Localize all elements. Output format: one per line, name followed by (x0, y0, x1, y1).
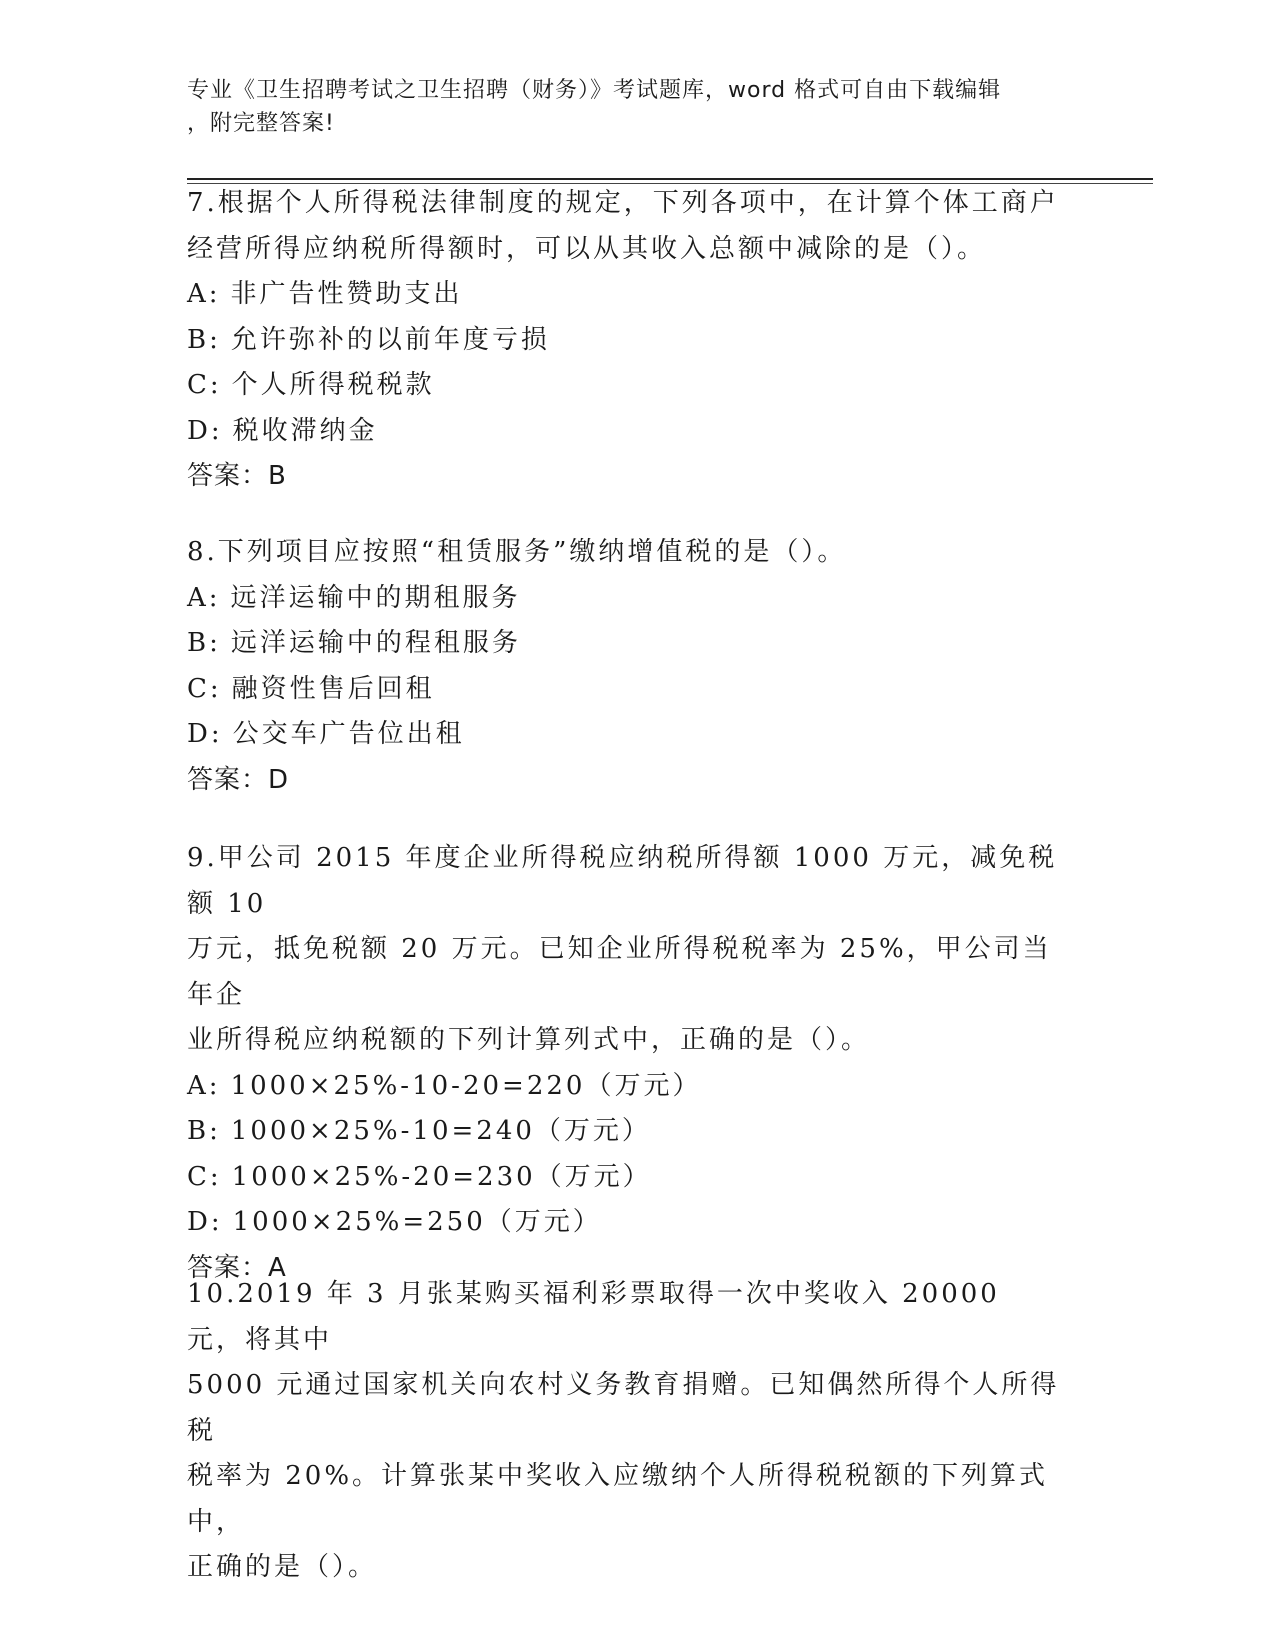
option-text: 税收滞纳金 (232, 415, 378, 446)
option-text: 允许弥补的以前年度亏损 (230, 324, 550, 355)
option-text: 公交车广告位出租 (232, 719, 465, 749)
option-text: 远洋运输中的期租服务 (230, 582, 521, 613)
option-c (187, 363, 1067, 409)
question-9 (187, 836, 1067, 1291)
option-text: 1000×25%-10-20=220（万元） (230, 1070, 702, 1101)
question-stem-line: 8.下列项目应按照“租赁服务”缴纳增值税的是（）。 (187, 537, 847, 567)
option-b (187, 621, 1067, 667)
option-key: A: (187, 1070, 221, 1101)
question-8 (187, 530, 1067, 803)
option-key: C: (187, 1161, 222, 1192)
question-stem-line: 正确的是（）。 (187, 1552, 378, 1582)
option-key: D: (187, 1207, 223, 1237)
question-stem-line: 9.甲公司 2015 年度企业所得税应纳税所得额 1000 万元，减免税额 10 (187, 843, 1058, 919)
option-key: B: (187, 628, 221, 658)
option-text: 融资性售后回租 (231, 673, 435, 704)
option-b (187, 1109, 1067, 1155)
question-stem-line: 10.2019 年 3 月张某购买福利彩票取得一次中奖收入 20000 元，将其中 (187, 1279, 1000, 1355)
option-b (187, 318, 1067, 364)
option-c (187, 1155, 1067, 1201)
document-header (187, 74, 1067, 140)
option-key: A: (187, 279, 221, 309)
option-text: 个人所得税税款 (231, 370, 435, 400)
option-key: C: (187, 370, 222, 400)
header-line: 专业《卫生招聘考试之卫生招聘（财务）》考试题库，word 格式可自由下载编辑 (187, 78, 1002, 103)
option-text: 1000×25%-20=230（万元） (231, 1161, 652, 1192)
question-stem-line: 万元，抵免税额 20 万元。已知企业所得税税率为 25%，甲公司当年企 (187, 934, 1052, 1010)
option-key: D: (187, 415, 223, 446)
question-stem-line: 7.根据个人所得税法律制度的规定，下列各项中，在计算个体工商户 (187, 188, 1059, 218)
option-d (187, 712, 1067, 758)
header-divider (187, 178, 1153, 180)
option-key: B: (187, 324, 221, 355)
question-stem-line: 业所得税应纳税额的下列计算列式中，正确的是（）。 (187, 1025, 871, 1055)
option-key: D: (187, 719, 223, 749)
answer-line: 答案：A (187, 1252, 287, 1283)
question-10 (187, 1272, 1067, 1591)
answer-line: 答案：B (187, 461, 287, 491)
option-a (187, 576, 1067, 622)
option-key: A: (187, 582, 221, 613)
answer-line: 答案：D (187, 764, 290, 795)
option-key: B: (187, 1116, 221, 1146)
question-stem-line: 税率为 20%。计算张某中奖收入应缴纳个人所得税税额的下列算式中， (187, 1461, 1049, 1537)
option-a (187, 272, 1067, 318)
question-7 (187, 181, 1067, 500)
option-a (187, 1064, 1067, 1110)
option-d (187, 409, 1067, 455)
option-text: 非广告性赞助支出 (230, 279, 463, 309)
option-text: 1000×25%-10=240（万元） (230, 1116, 651, 1146)
question-stem-line: 5000 元通过国家机关向农村义务教育捐赠。已知偶然所得个人所得税 (187, 1370, 1060, 1446)
header-line: ，附完整答案! (187, 111, 335, 136)
option-key: C: (187, 673, 222, 704)
question-stem-line: 经营所得应纳税所得额时，可以从其收入总额中减除的是（）。 (187, 233, 987, 264)
option-text: 远洋运输中的程租服务 (230, 628, 521, 658)
option-c (187, 667, 1067, 713)
option-d (187, 1200, 1067, 1246)
option-text: 1000×25%=250（万元） (232, 1207, 602, 1237)
